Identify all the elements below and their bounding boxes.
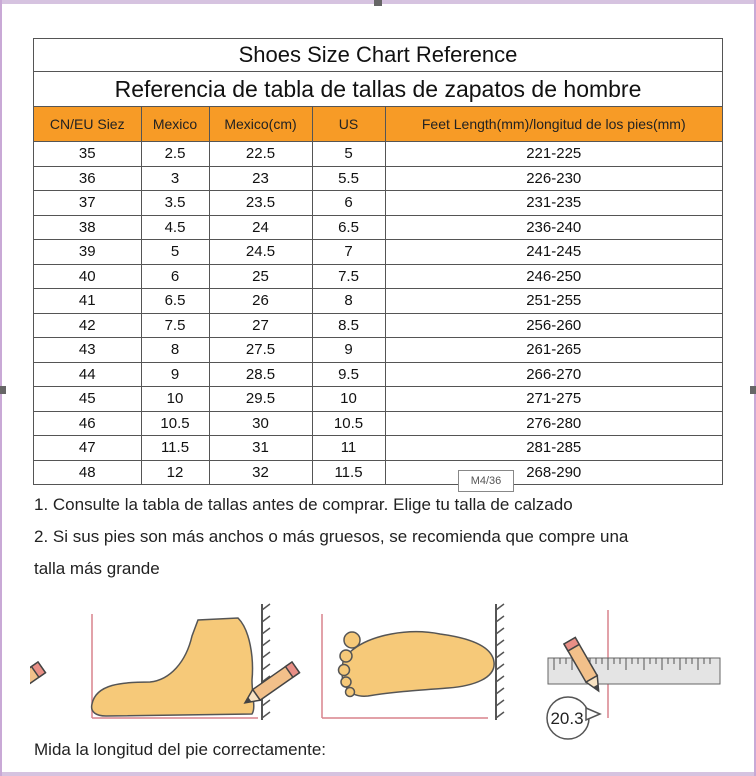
- table-cell: 40: [34, 264, 141, 289]
- table-cell: 44: [34, 362, 141, 387]
- table-cell: 10: [141, 387, 209, 412]
- table-cell: 9.5: [312, 362, 385, 387]
- table-cell: 9: [141, 362, 209, 387]
- measurement-illustration: [30, 600, 730, 740]
- table-cell: 31: [209, 436, 312, 461]
- table-cell: 41: [34, 289, 141, 314]
- table-cell: 266-270: [385, 362, 722, 387]
- table-cell: 226-230: [385, 166, 722, 191]
- table-cell: 48: [34, 460, 141, 484]
- table-cell: 261-265: [385, 338, 722, 363]
- table-cell: 11.5: [312, 460, 385, 484]
- table-cell: 39: [34, 240, 141, 265]
- header-mexico: Mexico: [141, 107, 209, 142]
- table-cell: 28.5: [209, 362, 312, 387]
- table-cell: 4.5: [141, 215, 209, 240]
- table-body: [34, 142, 722, 485]
- table-row: [34, 142, 722, 167]
- table-cell: 29.5: [209, 387, 312, 412]
- note-line-2: 2. Si sus pies son más anchos o más gruesos, se recomienda que compre una: [34, 527, 629, 546]
- table-cell: 8: [141, 338, 209, 363]
- table-cell: 9: [312, 338, 385, 363]
- top-foot-icon: [322, 604, 504, 720]
- chart-subtitle: Referencia de tabla de tallas de zapatos de hombre: [34, 72, 722, 107]
- table-cell: 38: [34, 215, 141, 240]
- frame-bottom: [0, 772, 756, 776]
- table-cell: 35: [34, 142, 141, 167]
- table-row: [34, 240, 722, 265]
- table-cell: 236-240: [385, 215, 722, 240]
- table-cell: 12: [141, 460, 209, 484]
- table-cell: 27: [209, 313, 312, 338]
- frame-marker-left: [0, 386, 6, 394]
- table-cell: 37: [34, 191, 141, 216]
- header-us: US: [312, 107, 385, 142]
- table-cell: 251-255: [385, 289, 722, 314]
- table-row: [34, 460, 722, 484]
- table-cell: 2.5: [141, 142, 209, 167]
- header-mexico-cm: Mexico(cm): [209, 107, 312, 142]
- table-cell: 5.5: [312, 166, 385, 191]
- table-cell: 22.5: [209, 142, 312, 167]
- table-cell: 43: [34, 338, 141, 363]
- table-cell: 8: [312, 289, 385, 314]
- table-cell: 276-280: [385, 411, 722, 436]
- note-line-1: 1. Consulte la tabla de tallas antes de comprar. Elige tu talla de calzado: [34, 495, 573, 514]
- table-cell: 256-260: [385, 313, 722, 338]
- table-cell: 7: [312, 240, 385, 265]
- frame-marker-top: [374, 0, 382, 6]
- table-cell: 25: [209, 264, 312, 289]
- header-cn-eu: CN/EU Siez: [34, 107, 141, 142]
- table-cell: 24.5: [209, 240, 312, 265]
- table-cell: 6.5: [312, 215, 385, 240]
- table-row: [34, 436, 722, 461]
- chart-title: Shoes Size Chart Reference: [34, 39, 722, 72]
- table-cell: 11: [312, 436, 385, 461]
- table-cell: 231-235: [385, 191, 722, 216]
- header-feet-length: Feet Length(mm)/longitud de los pies(mm): [385, 107, 722, 142]
- table-cell: 32: [209, 460, 312, 484]
- table-cell: 5: [141, 240, 209, 265]
- table-row: [34, 338, 722, 363]
- table-row: [34, 264, 722, 289]
- table-cell: 221-225: [385, 142, 722, 167]
- size-chart: [33, 38, 723, 485]
- table-row: [34, 166, 722, 191]
- table-row: [34, 215, 722, 240]
- table-cell: 8.5: [312, 313, 385, 338]
- size-table: [34, 107, 722, 484]
- table-cell: 26: [209, 289, 312, 314]
- size-badge: M4/36: [458, 470, 514, 492]
- table-cell: 10: [312, 387, 385, 412]
- table-cell: 6.5: [141, 289, 209, 314]
- frame-marker-right: [750, 386, 756, 394]
- table-cell: 46: [34, 411, 141, 436]
- table-cell: 36: [34, 166, 141, 191]
- table-cell: 27.5: [209, 338, 312, 363]
- table-cell: 3.5: [141, 191, 209, 216]
- table-row: [34, 289, 722, 314]
- table-cell: 281-285: [385, 436, 722, 461]
- footer-instruction: Mida la longitud del pie correctamente:: [34, 740, 326, 759]
- table-row: [34, 387, 722, 412]
- table-cell: 6: [312, 191, 385, 216]
- table-cell: 23.5: [209, 191, 312, 216]
- table-cell: 241-245: [385, 240, 722, 265]
- table-cell: 45: [34, 387, 141, 412]
- table-row: [34, 411, 722, 436]
- note-line-3: talla más grande: [34, 559, 160, 578]
- table-cell: 10.5: [312, 411, 385, 436]
- measurement-value: 20.3: [550, 709, 584, 728]
- table-cell: 24: [209, 215, 312, 240]
- table-cell: 246-250: [385, 264, 722, 289]
- table-header-row: [34, 107, 722, 142]
- table-cell: 268-290: [385, 460, 722, 484]
- table-cell: 47: [34, 436, 141, 461]
- table-cell: 11.5: [141, 436, 209, 461]
- measurement-bubble: [547, 697, 600, 739]
- table-cell: 30: [209, 411, 312, 436]
- table-cell: 6: [141, 264, 209, 289]
- table-row: [34, 313, 722, 338]
- table-cell: 23: [209, 166, 312, 191]
- table-cell: 42: [34, 313, 141, 338]
- table-cell: 10.5: [141, 411, 209, 436]
- table-cell: 7.5: [141, 313, 209, 338]
- table-row: [34, 191, 722, 216]
- table-cell: 271-275: [385, 387, 722, 412]
- table-cell: 5: [312, 142, 385, 167]
- table-row: [34, 362, 722, 387]
- table-cell: 3: [141, 166, 209, 191]
- table-cell: 7.5: [312, 264, 385, 289]
- pencil-icon: [30, 662, 45, 708]
- side-foot-icon: [92, 604, 270, 720]
